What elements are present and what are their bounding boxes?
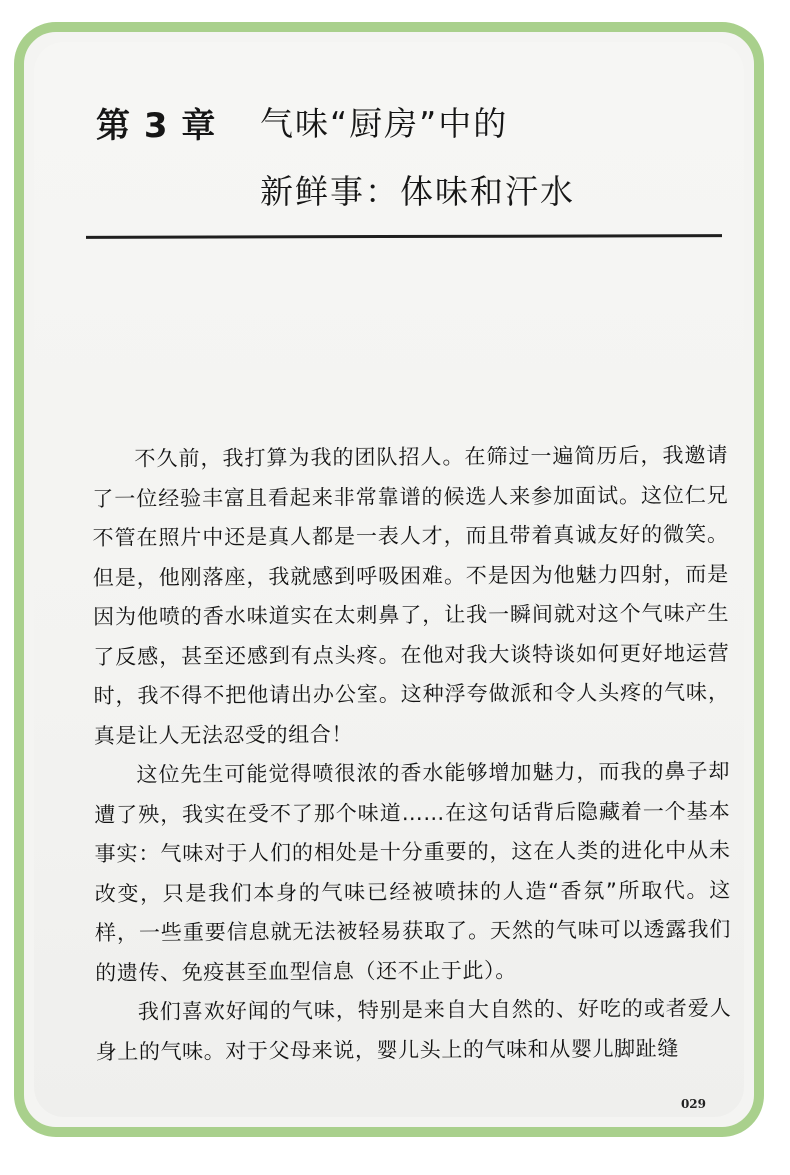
chapter-title-line-2: 新鲜事：体味和汗水 [260,172,575,211]
chapter-title-line-1: 气味“厨房”中的 [260,104,509,143]
paragraph [95,989,731,1072]
paragraph [92,436,730,756]
title-rule [86,234,722,239]
body-text [92,436,732,1072]
page-frame [14,22,764,1137]
chapter-number: 第 3 章 [96,106,217,146]
paragraph-text: 不久前，我打算为我的团队招人。在筛过一遍简历后，我邀请了一位经验丰富且看起来非常靠谱的候选人来参加面试。这位仁兄不管在照片中还是真人都是一表人才，而且带着真诚友好的微笑。但是，他刚落座，我就感到呼吸困难。不是因为他魅力四射，而是因为他喷的香水味道实在太刺鼻了，让我一瞬间就对这个气味产生了反感，甚至还感到有点头疼。在他对我大谈特谈如何更好地运营时，我不得不把他请出办公室。这种浮夸做派和令人头疼的气味，真是让人无法忍受的组合！ [92,443,730,748]
page-number: 029 [680,1097,706,1111]
paragraph [94,752,731,993]
book-page [34,42,744,1117]
paragraph-text: 我们喜欢好闻的气味，特别是来自大自然的、好吃的或者爱人身上的气味。对于父母来说，婴儿头上的气味和从婴儿脚趾缝 [95,996,732,1064]
paragraph-text: 这位先生可能觉得喷很浓的香水能够增加魅力，而我的鼻子却遭了殃，我实在受不了那个味道……在这句话背后隐藏着一个基本事实：气味对于人们的相处是十分重要的，这在人类的进化中从未改变，只是我们本身的气味已经被喷抹的人造“香氛”所取代。这样，一些重要信息就无法被轻易获取了。天然的气味可以透露我们的遗传、免疫甚至血型信息（还不止于此）。 [94,759,732,985]
